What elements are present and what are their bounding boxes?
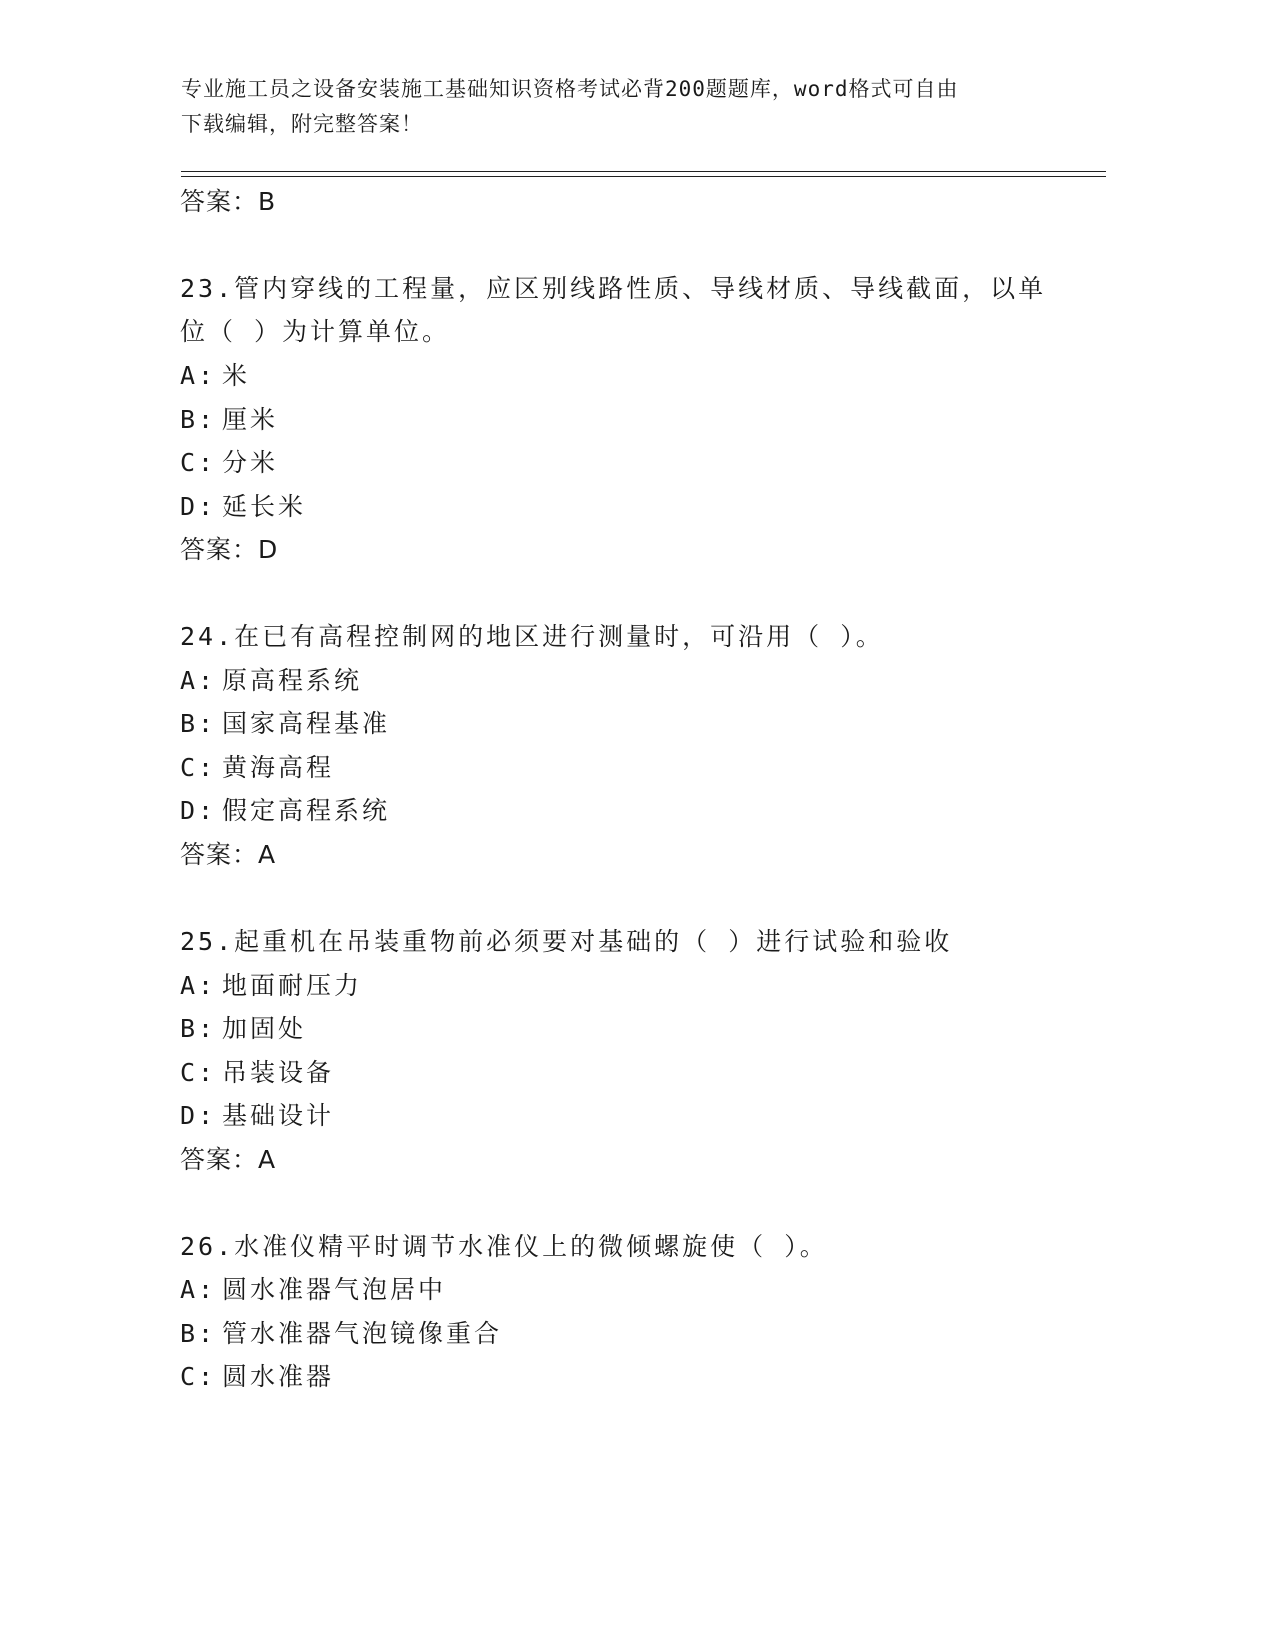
question-stem: 26.水准仪精平时调节水准仪上的微倾螺旋使（ ）。 (180, 1232, 828, 1261)
option-line (180, 753, 334, 783)
option-key: A: (180, 361, 217, 390)
option-key: D: (180, 796, 217, 825)
option-line (180, 666, 362, 696)
option-line (180, 1275, 446, 1305)
option-line (180, 1101, 334, 1131)
answer-line: 答案：A (180, 840, 277, 869)
option-key: C: (180, 1058, 217, 1087)
option-line (180, 361, 250, 391)
option-text: 基础设计 (222, 1101, 335, 1130)
option-text: 米 (222, 361, 251, 390)
option-line (180, 971, 362, 1001)
option-line (180, 1362, 334, 1392)
option-key: C: (180, 1362, 217, 1391)
header-divider-bottom (181, 176, 1106, 177)
option-text: 国家高程基准 (222, 709, 391, 738)
option-line (180, 405, 278, 435)
option-line (180, 492, 306, 522)
question-stem: 25.起重机在吊装重物前必须要对基础的（ ）进行试验和验收 (180, 927, 953, 956)
option-key: C: (180, 753, 217, 782)
option-text: 管水准器气泡镜像重合 (222, 1319, 503, 1348)
option-text: 分米 (222, 448, 279, 477)
option-text: 原高程系统 (222, 666, 363, 695)
answer-line: 答案：D (180, 535, 279, 564)
option-text: 假定高程系统 (222, 796, 391, 825)
option-line (180, 1058, 334, 1088)
answer-line: 答案：B (180, 187, 277, 216)
document-header (181, 72, 1041, 142)
option-text: 圆水准器 (222, 1362, 335, 1391)
option-text: 地面耐压力 (222, 971, 363, 1000)
header-title-line-2: 下载编辑，附完整答案！ (181, 112, 423, 136)
option-key: A: (180, 666, 217, 695)
option-key: C: (180, 448, 217, 477)
option-key: A: (180, 1275, 217, 1304)
option-line (180, 796, 390, 826)
option-text: 圆水准器气泡居中 (222, 1275, 447, 1304)
option-text: 加固处 (222, 1014, 307, 1043)
option-text: 吊装设备 (222, 1058, 335, 1087)
option-line (180, 1014, 306, 1044)
option-key: B: (180, 709, 217, 738)
option-text: 黄海高程 (222, 753, 335, 782)
option-key: D: (180, 1101, 217, 1130)
option-line (180, 448, 278, 478)
option-key: A: (180, 971, 217, 1000)
option-text: 延长米 (222, 492, 307, 521)
header-divider-top (181, 171, 1106, 172)
option-key: B: (180, 405, 217, 434)
option-key: B: (180, 1014, 217, 1043)
option-line (180, 709, 390, 739)
answer-line: 答案：A (180, 1145, 277, 1174)
question-stem: 23.管内穿线的工程量，应区别线路性质、导线材质、导线截面，以单 (180, 274, 1047, 303)
header-title-line-1: 专业施工员之设备安装施工基础知识资格考试必背200题题库，word格式可自由 (181, 77, 959, 101)
option-key: B: (180, 1319, 217, 1348)
option-line (180, 1319, 502, 1349)
question-stem-continued: 位（ ）为计算单位。 (180, 317, 451, 346)
option-key: D: (180, 492, 217, 521)
option-text: 厘米 (222, 405, 279, 434)
question-stem: 24.在已有高程控制网的地区进行测量时，可沿用（ ）。 (180, 622, 884, 651)
